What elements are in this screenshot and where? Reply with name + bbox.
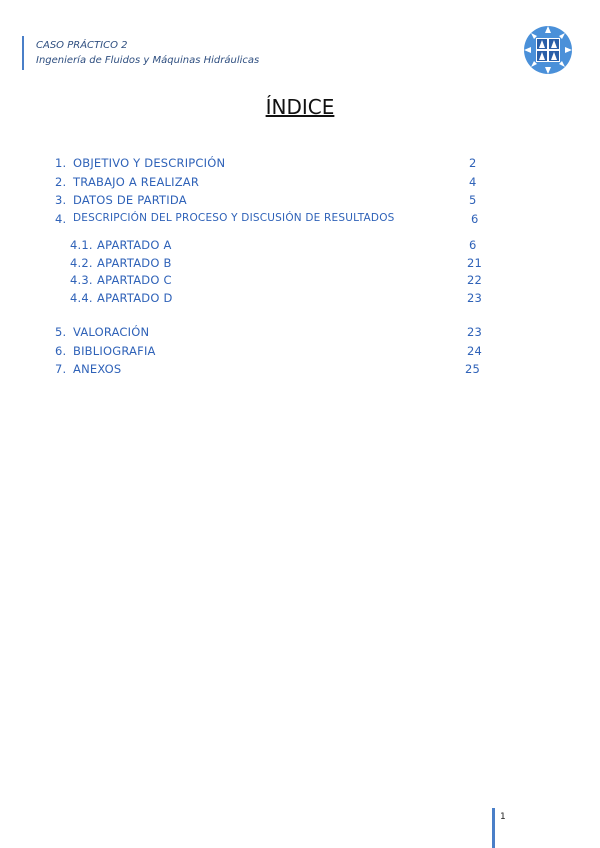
toc-entry-page: 6: [471, 212, 479, 226]
footer-accent-bar: [492, 808, 495, 848]
toc-entry-number: 2.: [55, 175, 67, 189]
header-subject: Ingeniería de Fluidos y Máquinas Hidráulicas: [36, 55, 260, 66]
header-accent-bar: [22, 36, 24, 70]
toc-entry-page: 22: [467, 273, 483, 287]
toc-entry-number: 3.: [55, 193, 67, 207]
page-number: 1: [500, 812, 506, 822]
toc-entry-number: 1.: [55, 156, 67, 170]
toc-entry-label: APARTADO D: [97, 291, 173, 305]
toc-entry-number: 4.3.: [70, 273, 93, 287]
toc-entry-number: 7.: [55, 362, 67, 376]
toc-entry-label: TRABAJO A REALIZAR: [73, 175, 200, 189]
toc-entry-page: 6: [469, 238, 477, 252]
page-title: ÍNDICE: [265, 95, 335, 119]
university-logo-icon: [523, 25, 573, 75]
toc-entry-page: 25: [465, 362, 481, 376]
toc-entry-label: APARTADO B: [97, 256, 172, 270]
toc-entry-label: OBJETIVO Y DESCRIPCIÓN: [73, 156, 226, 170]
toc-entry-page: 21: [467, 256, 483, 270]
toc-entry-page: 5: [469, 193, 477, 207]
toc-entry-label: APARTADO C: [97, 273, 172, 287]
toc-entry-number: 4.4.: [70, 291, 93, 305]
toc-entry-page: 2: [469, 156, 477, 170]
toc-entry-label: VALORACIÓN: [73, 325, 150, 339]
toc-entry-page: 4: [469, 175, 477, 189]
toc-entry-label: ANEXOS: [73, 362, 122, 376]
toc-entry-page: 23: [467, 325, 483, 339]
toc-entry-number: 4.: [55, 212, 67, 226]
toc-entry-page: 24: [467, 344, 483, 358]
toc-entry-page: 23: [467, 291, 483, 305]
header-course: CASO PRÁCTICO 2: [36, 40, 128, 51]
toc-entry-number: 4.2.: [70, 256, 93, 270]
toc-entry-label: DATOS DE PARTIDA: [73, 193, 187, 207]
toc-entry-label: DESCRIPCIÓN DEL PROCESO Y DISCUSIÓN DE RESULTADOS: [73, 212, 395, 224]
document-header: [36, 38, 259, 68]
toc-entry-label: BIBLIOGRAFIA: [73, 344, 156, 358]
toc-entry-label: APARTADO A: [97, 238, 172, 252]
toc-entry-number: 6.: [55, 344, 67, 358]
toc-entry-number: 4.1.: [70, 238, 93, 252]
toc-entry-number: 5.: [55, 325, 67, 339]
